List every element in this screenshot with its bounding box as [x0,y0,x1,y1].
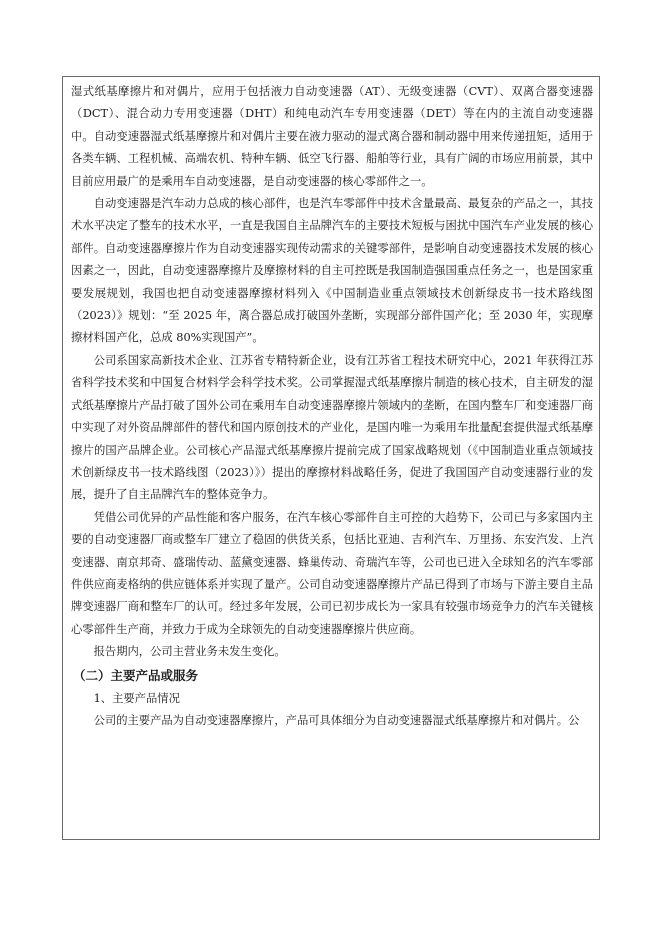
paragraph-business-unchanged: 报告期内，公司主营业务未发生变化。 [93,645,286,659]
paragraph-product-application: 湿式纸基摩擦片和对偶片，应用于包括液力自动变速器（AT）、无级变速器（CVT）、双离合器变速器（DCT）、混合动力专用变速器（DHT）和纯电动汽车专用变速器（DET）等在内的主流自动变速器中。自动变速器湿式纸基摩擦片和对偶片主要在液力驱动的湿式离合器和制动器中用来传递扭矩，适用于各类车辆、工程机械、高端农机、特种车辆、低空飞行器、船舶等行业，具有广阔的市场应用前景，其中目前应用最广的是乘用车自动变速器，是自动变速器的核心零部件之一。 [71,85,593,188]
paragraph-main-products: 公司的主要产品为自动变速器摩擦片，产品可具体细分为自动变速器湿式纸基摩擦片和对偶片。公 [93,713,580,727]
paragraph-customers: 凭借公司优异的产品性能和客户服务，在汽车核心零部件自主可控的大趋势下，公司已与多家国内主要的自动变速器厂商或整车厂建立了稳固的供货关系，包括比亚迪、吉利汽车、万里扬、东安汽发、上汽变速器、南京邦奇、盛瑞传动、蓝黛变速器、蜂巢传动、奇瑞汽车等，公司也已进入全球知名的汽车零部件供应商麦格纳的供应链体系并实现了量产。公司自动变速器摩擦片产品已得到了市场与下游主要自主品牌变速器厂商和整车厂的认可。经过多年发展，公司已初步成长为一家具有较强市场竞争力的汽车关键核心零部件生产商，并致力于成为全球领先的自动变速器摩擦片供应商。 [71,510,593,636]
subheading-product-overview: 1、主要产品情况 [93,691,180,705]
document-frame [62,76,600,840]
section-heading-products: （二）主要产品或服务 [73,667,199,683]
paragraph-industry-background: 自动变速器是汽车动力总成的核心部件，也是汽车零部件中技术含量最高、最复杂的产品之一，其技术水平决定了整车的技术水平，一直是我国自主品牌汽车的主要技术短板与困扰中国汽车产业发展的核心部件。自动变速器摩擦片作为自动变速器实现传动需求的关键零部件，是影响自动变速器技术发展的核心因素之一，因此，自动变速器摩擦片及摩擦材料的自主可控既是我国制造强国重点任务之一，也是国家重要发展规划，我国也把自动变速器摩擦材料列入《中国制造业重点领域技术创新绿皮书一技术路线图（2023）》规划：“至 2025 年，离合器总成打破国外垄断，实现部分部件国产化；至 2030 年，实现摩擦材料国产化，总成 80%实现国产”。 [71,197,593,345]
document-body [71,81,593,732]
paragraph-company-technology: 公司系国家高新技术企业、江苏省专精特新企业，设有江苏省工程技术研究中心，2021 年获得江苏省科学技术奖和中国复合材料学会科学技术奖。公司掌握湿式纸基摩擦片制造的核心技术，自主研发的湿式纸基摩擦片产品打破了国外公司在乘用车自动变速器摩擦片领域内的垄断，在国内整车厂和变速器厂商中实现了对外资品牌部件的替代和国内原创技术的产业化，是国内唯一为乘用车批量配套提供湿式纸基摩擦片的国产品牌企业。公司核心产品湿式纸基摩擦片提前完成了国家战略规划（《中国制造业重点领域技术创新绿皮书一技术路线图（2023）》）提出的摩擦材料战略任务，促进了我国国产自动变速器行业的发展，提升了自主品牌汽车的整体竞争力。 [71,353,593,502]
